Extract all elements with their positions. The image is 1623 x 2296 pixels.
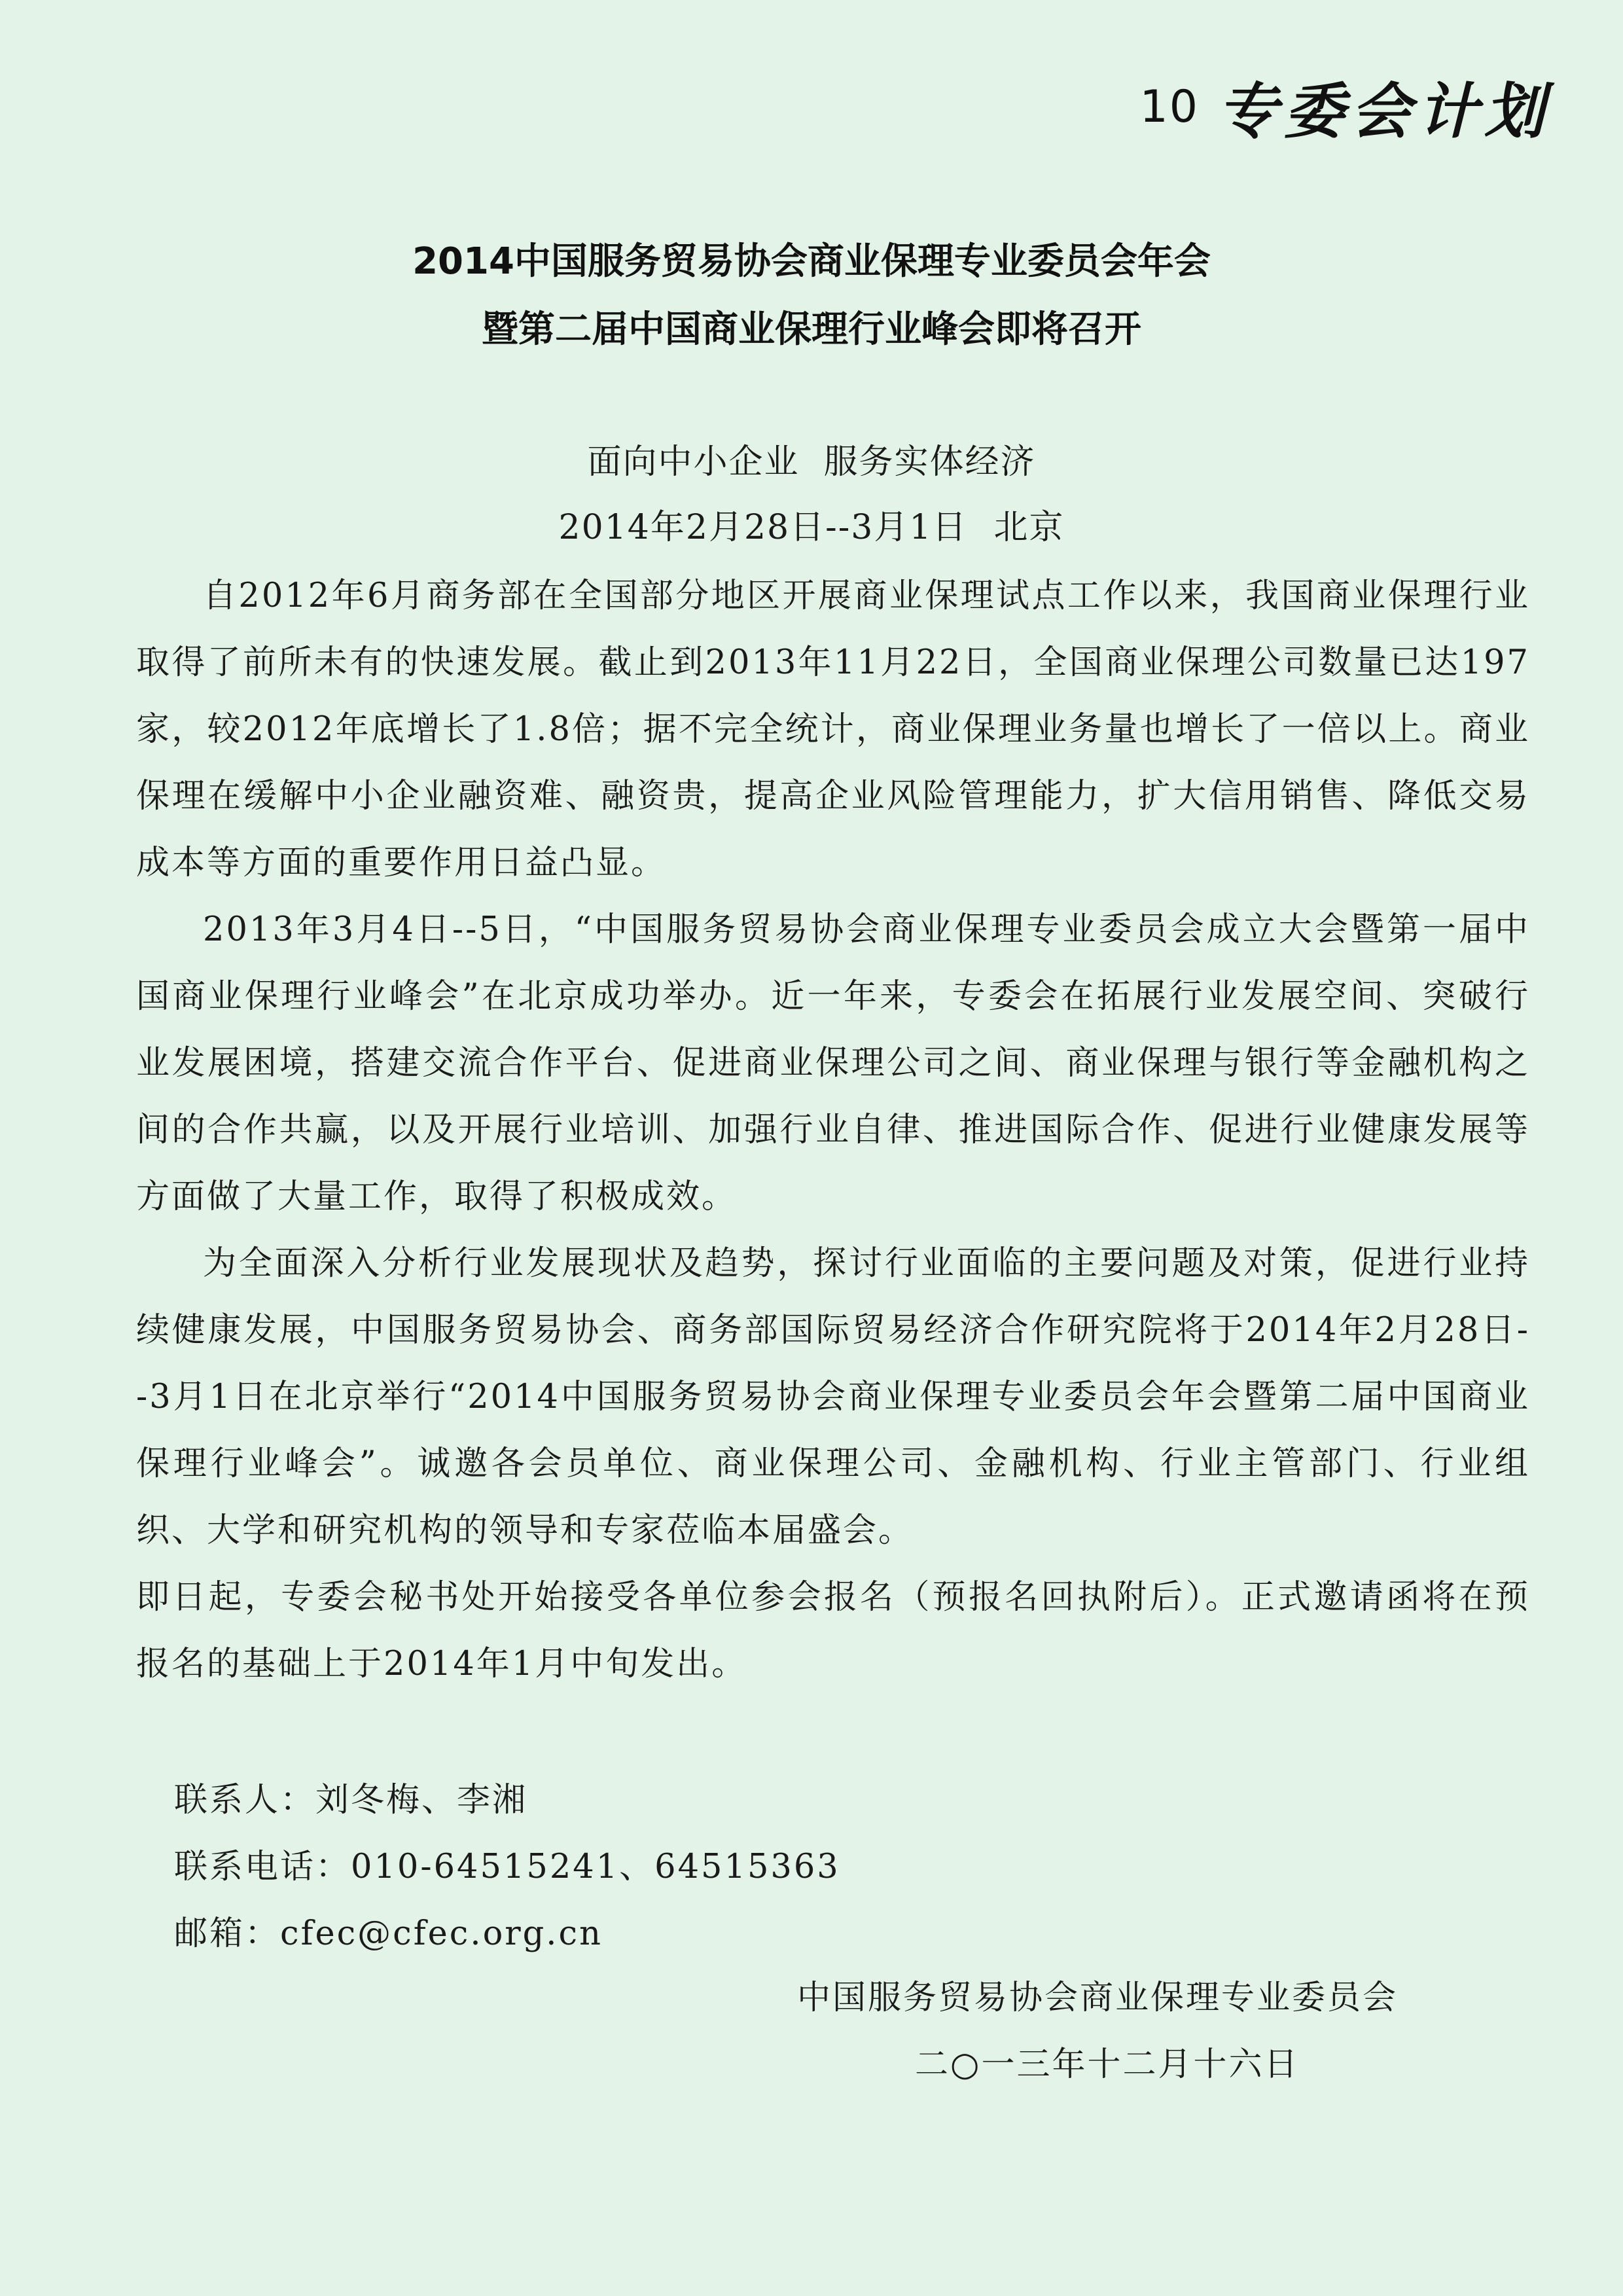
event-date: 2014年2月28日--3月1日 xyxy=(558,508,968,547)
title-line-1: 2014中国服务贸易协会商业保理专业委员会年会 xyxy=(412,240,1211,283)
paragraph-1: 自2012年6月商务部在全国部分地区开展商业保理试点工作以来，我国商业保理行业取得了前所未有的快速发展。截止到2013年11月22日，全国商业保理公司数量已达197家，较2012年底增长了1.8倍；据不完全统计，商业保理业务量也增长了一倍以上。商业保理在缓解中小企业融资难、融资贵，提高企业风险管理能力，扩大信用销售、降低交易成本等方面的重要作用日益凸显。 xyxy=(136,577,1530,882)
document-title xyxy=(0,228,1623,364)
section-number: 10 xyxy=(1139,81,1199,133)
contact-phone: 联系电话：010-64515241、64515363 xyxy=(174,1848,840,1886)
date-location xyxy=(0,495,1623,560)
slogan: 面向中小企业 服务实体经济 xyxy=(587,442,1036,482)
paragraph-4: 即日起，专委会秘书处开始接受各单位参会报名（预报名回执附后）。正式邀请函将在预报名的基础上于2014年1月中旬发出。 xyxy=(136,1578,1530,1683)
title-line-2: 暨第二届中国商业保理行业峰会即将召开 xyxy=(482,308,1141,351)
contact-person: 联系人：刘冬梅、李湘 xyxy=(174,1781,528,1820)
paragraph-2: 2013年3月4日--5日，“中国服务贸易协会商业保理专业委员会成立大会暨第一届中国商业保理行业峰会”在北京成功举办。近一年来，专委会在拓展行业发展空间、突破行业发展困境，搭建交流合作平台、促进商业保理公司之间、商业保理与银行等金融机构之间的合作共赢，以及开展行业培训、加强行业自律、推进国际合作、促进行业健康发展等方面做了大量工作，取得了积极成效。 xyxy=(136,910,1530,1216)
body-text xyxy=(136,563,1530,1698)
paragraph-3: 为全面深入分析行业发展现状及趋势，探讨行业面临的主要问题及对策，促进行业持续健康发展，中国服务贸易协会、商务部国际贸易经济合作研究院将于2014年2月28日--3月1日在北京举行“2014中国服务贸易协会商业保理专业委员会年会暨第二届中国商业保理行业峰会”。诚邀各会员单位、商业保理公司、金融机构、行业主管部门、行业组织、大学和研究机构的领导和专家莅临本届盛会。 xyxy=(136,1244,1530,1550)
event-location: 北京 xyxy=(993,508,1065,547)
signature-organization: 中国服务贸易协会商业保理专业委员会 xyxy=(797,1979,1399,2017)
section-title: 专委会计划 xyxy=(1217,76,1551,147)
subtitle xyxy=(0,429,1623,560)
contact-email: 邮箱：cfec@cfec.org.cn xyxy=(174,1914,603,1953)
signature-date: 二○一三年十二月十六日 xyxy=(915,2045,1300,2084)
section-header xyxy=(1139,71,1551,147)
contact-info xyxy=(174,1767,840,1967)
signature xyxy=(772,1965,1623,2098)
